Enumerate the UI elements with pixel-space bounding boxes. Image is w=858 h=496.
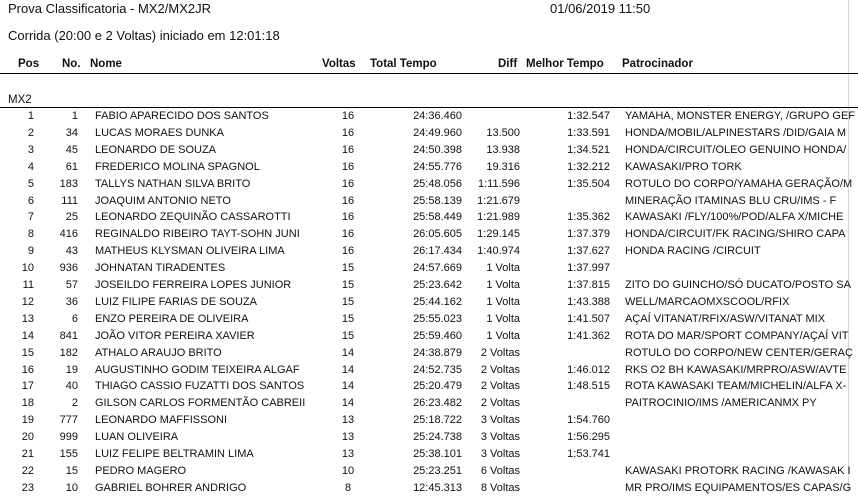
row-pos: 21 bbox=[21, 448, 34, 460]
row-total-time: 24:55.776 bbox=[413, 160, 462, 173]
category-label: MX2 bbox=[8, 94, 32, 106]
row-laps: 13 bbox=[341, 414, 355, 427]
row-total-time: 25:58.449 bbox=[413, 211, 462, 224]
row-name: JOÃO VITOR PEREIRA XAVIER bbox=[95, 329, 255, 342]
row-sponsor: PAITROCINIO/IMS /AMERICANMX PY bbox=[625, 397, 817, 410]
row-pos: 11 bbox=[22, 279, 34, 291]
row-diff: 2 Voltas bbox=[480, 380, 520, 393]
row-sponsor: HONDA/CIRCUIT/FK RACING/SHIRO CAPA bbox=[625, 228, 846, 241]
row-sponsor: MINERAÇÃO ITAMINAS BLU CRU/IMS - F bbox=[625, 194, 837, 207]
row-name: FREDERICO MOLINA SPAGNOL bbox=[95, 160, 260, 173]
row-sponsor: ZITO DO GUINCHO/SÓ DUCATO/POSTO SA bbox=[625, 279, 851, 291]
row-laps: 16 bbox=[341, 160, 355, 173]
table-row bbox=[0, 210, 858, 225]
row-pos: 7 bbox=[27, 211, 34, 224]
row-number: 25 bbox=[65, 211, 78, 224]
row-number: 15 bbox=[65, 464, 78, 477]
row-best-lap: 1:37.627 bbox=[567, 245, 610, 258]
row-name: GILSON CARLOS FORMENTÃO CABREII bbox=[95, 397, 306, 410]
row-diff: 1:21.679 bbox=[477, 194, 520, 207]
row-diff: 1 Volta bbox=[486, 262, 520, 275]
row-diff: 1:11.596 bbox=[477, 177, 520, 190]
row-number: 40 bbox=[65, 380, 78, 393]
row-laps: 16 bbox=[341, 228, 355, 241]
row-sponsor: KAWASAKI /FLY/100%/POD/ALFA X/MICHE bbox=[625, 211, 844, 224]
row-name: LUIZ FELIPE BELTRAMIN LIMA bbox=[95, 448, 254, 460]
row-total-time: 24:38.879 bbox=[413, 346, 462, 359]
category-underline bbox=[0, 107, 858, 108]
row-best-lap: 1:35.504 bbox=[567, 177, 610, 190]
row-pos: 10 bbox=[21, 262, 34, 275]
table-row bbox=[0, 312, 858, 327]
row-laps: 13 bbox=[341, 448, 355, 460]
row-pos: 16 bbox=[21, 363, 34, 376]
row-sponsor: RKS O2 BH KAWASAKI/MRPRO/ASW/AVTE bbox=[625, 363, 847, 376]
row-name: ATHALO ARAUJO BRITO bbox=[95, 346, 222, 359]
row-total-time: 25:58.139 bbox=[413, 194, 462, 207]
row-laps: 15 bbox=[341, 295, 355, 308]
row-name: LUCAS MORAES DUNKA bbox=[95, 126, 224, 139]
row-number: 34 bbox=[65, 126, 78, 139]
row-number: 36 bbox=[65, 295, 78, 308]
table-row bbox=[0, 261, 858, 276]
column-header-no: No. bbox=[62, 58, 81, 70]
row-diff: 3 Voltas bbox=[480, 448, 520, 460]
column-header-diff: Diff bbox=[498, 58, 518, 70]
row-number: 936 bbox=[59, 262, 78, 275]
column-header-sponsor: Patrocinador bbox=[622, 58, 693, 70]
row-laps: 16 bbox=[341, 245, 355, 258]
row-total-time: 25:48.056 bbox=[413, 177, 462, 190]
table-row bbox=[0, 143, 858, 158]
row-sponsor: KAWASAKI/PRO TORK bbox=[625, 160, 742, 173]
row-total-time: 24:52.735 bbox=[413, 363, 462, 376]
row-total-time: 24:50.398 bbox=[413, 143, 462, 156]
row-laps: 15 bbox=[341, 329, 355, 342]
row-laps: 16 bbox=[341, 194, 355, 207]
row-pos: 19 bbox=[21, 414, 34, 427]
row-sponsor: HONDA RACING /CIRCUIT bbox=[625, 245, 761, 258]
row-diff: 1 Volta bbox=[486, 329, 520, 342]
row-laps: 16 bbox=[341, 110, 355, 122]
row-best-lap: 1:46.012 bbox=[567, 363, 610, 376]
column-header-total: Total Tempo bbox=[370, 58, 437, 70]
row-total-time: 25:38.101 bbox=[413, 448, 462, 460]
row-sponsor: ROTA DO MAR/SPORT COMPANY/AÇAÍ VIT bbox=[625, 329, 849, 342]
row-pos: 5 bbox=[27, 177, 34, 190]
column-header-name: Nome bbox=[90, 58, 122, 70]
row-sponsor: ROTULO DO CORPO/NEW CENTER/GERAÇ bbox=[625, 346, 853, 359]
table-row bbox=[0, 295, 858, 310]
row-name: AUGUSTINHO GODIM TEIXEIRA ALGAF bbox=[95, 363, 300, 376]
row-diff: 1:29.145 bbox=[477, 228, 520, 241]
row-best-lap: 1:34.521 bbox=[567, 143, 610, 156]
row-number: 1 bbox=[71, 110, 78, 122]
row-total-time: 24:57.669 bbox=[413, 262, 462, 275]
row-diff: 6 Voltas bbox=[480, 464, 520, 477]
row-best-lap: 1:37.379 bbox=[567, 228, 610, 241]
row-sponsor: HONDA/CIRCUIT/OLEO GENUINO HONDA/ bbox=[625, 143, 847, 156]
row-name: THIAGO CASSIO FUZATTI DOS SANTOS bbox=[95, 380, 305, 393]
row-laps: 15 bbox=[341, 312, 355, 325]
row-pos: 1 bbox=[27, 110, 34, 122]
row-pos: 13 bbox=[21, 312, 34, 325]
row-number: 841 bbox=[59, 329, 78, 342]
row-laps: 14 bbox=[341, 346, 355, 359]
column-header-laps: Voltas bbox=[322, 58, 356, 70]
table-row bbox=[0, 346, 858, 361]
row-total-time: 25:23.642 bbox=[413, 279, 462, 291]
row-sponsor: MR PRO/IMS EQUIPAMENTOS/ES CAPAS/G bbox=[625, 481, 852, 494]
row-number: 10 bbox=[65, 481, 78, 494]
row-diff: 2 Voltas bbox=[480, 346, 520, 359]
row-pos: 4 bbox=[27, 160, 34, 173]
row-number: 416 bbox=[59, 228, 78, 241]
row-pos: 20 bbox=[21, 431, 34, 444]
report-title: Prova Classificatoria - MX2/MX2JR bbox=[8, 1, 211, 16]
row-laps: 8 bbox=[344, 481, 352, 494]
row-total-time: 12:45.313 bbox=[413, 481, 462, 494]
row-best-lap: 1:37.815 bbox=[567, 279, 610, 291]
table-row bbox=[0, 481, 858, 496]
row-laps: 14 bbox=[341, 363, 355, 376]
row-number: 19 bbox=[65, 363, 78, 376]
row-number: 111 bbox=[61, 194, 78, 207]
table-row bbox=[0, 464, 858, 479]
row-pos: 14 bbox=[21, 329, 34, 342]
row-number: 182 bbox=[59, 346, 78, 359]
table-row bbox=[0, 329, 858, 344]
table-row bbox=[0, 278, 858, 293]
row-laps: 13 bbox=[341, 431, 355, 444]
row-sponsor: ROTULO DO CORPO/YAMAHA GERAÇÃO/M bbox=[625, 177, 853, 190]
table-row bbox=[0, 396, 858, 411]
table-row bbox=[0, 363, 858, 378]
table-row bbox=[0, 126, 858, 141]
row-diff: 1 Volta bbox=[486, 312, 520, 325]
row-laps: 16 bbox=[341, 177, 355, 190]
row-pos: 3 bbox=[27, 143, 34, 156]
row-best-lap: 1:32.547 bbox=[567, 110, 610, 122]
table-row bbox=[0, 177, 858, 192]
row-total-time: 25:20.479 bbox=[413, 380, 462, 393]
row-best-lap: 1:54.760 bbox=[567, 414, 610, 427]
row-laps: 16 bbox=[341, 211, 355, 224]
table-row bbox=[0, 379, 858, 394]
row-best-lap: 1:35.362 bbox=[567, 211, 610, 224]
row-pos: 8 bbox=[27, 228, 34, 241]
row-laps: 15 bbox=[341, 279, 355, 291]
row-name: REGINALDO RIBEIRO TAYT-SOHN JUNI bbox=[95, 228, 300, 241]
row-number: 155 bbox=[59, 448, 78, 460]
row-name: LUAN OLIVEIRA bbox=[95, 431, 179, 444]
row-pos: 18 bbox=[21, 397, 34, 410]
row-number: 777 bbox=[59, 414, 78, 427]
row-diff: 1 Volta bbox=[486, 295, 520, 308]
row-name: PEDRO MAGERO bbox=[95, 464, 187, 477]
row-total-time: 25:44.162 bbox=[413, 295, 462, 308]
row-number: 183 bbox=[59, 177, 78, 190]
row-laps: 16 bbox=[341, 126, 355, 139]
row-laps: 15 bbox=[341, 262, 355, 275]
row-total-time: 25:23.251 bbox=[413, 464, 462, 477]
row-number: 999 bbox=[59, 431, 78, 444]
row-total-time: 26:05.605 bbox=[413, 228, 462, 241]
row-total-time: 24:49.960 bbox=[413, 126, 462, 139]
row-best-lap: 1:48.515 bbox=[567, 380, 610, 393]
row-diff: 2 Voltas bbox=[480, 363, 520, 376]
row-pos: 12 bbox=[21, 295, 34, 308]
row-number: 6 bbox=[71, 312, 78, 325]
table-row bbox=[0, 447, 858, 462]
row-laps: 14 bbox=[341, 380, 355, 393]
row-pos: 23 bbox=[21, 481, 34, 494]
row-best-lap: 1:53.741 bbox=[567, 448, 610, 460]
row-diff: 1 Volta bbox=[486, 279, 520, 291]
header-underline bbox=[0, 73, 858, 74]
row-number: 57 bbox=[65, 279, 78, 291]
row-diff: 8 Voltas bbox=[480, 481, 520, 494]
row-sponsor: AÇAÍ VITANAT/RFIX/ASW/VITANAT MIX bbox=[625, 312, 826, 325]
row-name: LEONARDO ZEQUINÃO CASSAROTTI bbox=[95, 211, 291, 224]
row-name: JOSEILDO FERREIRA LOPES JUNIOR bbox=[95, 279, 292, 291]
row-diff: 3 Voltas bbox=[480, 414, 520, 427]
row-best-lap: 1:41.507 bbox=[567, 312, 610, 325]
row-pos: 2 bbox=[27, 126, 34, 139]
row-name: LEONARDO DE SOUZA bbox=[95, 143, 217, 156]
row-pos: 15 bbox=[21, 346, 34, 359]
row-total-time: 24:36.460 bbox=[413, 110, 462, 122]
row-total-time: 26:17.434 bbox=[413, 245, 462, 258]
row-total-time: 25:55.023 bbox=[413, 312, 462, 325]
row-best-lap: 1:43.388 bbox=[567, 295, 610, 308]
row-name: LUIZ FILIPE FARIAS DE SOUZA bbox=[95, 295, 257, 308]
row-diff: 1:40.974 bbox=[477, 245, 520, 258]
row-pos: 9 bbox=[27, 245, 34, 258]
race-info: Corrida (20:00 e 2 Voltas) iniciado em 12:01:18 bbox=[8, 28, 280, 43]
column-header-best: Melhor Tempo bbox=[526, 58, 604, 70]
table-row bbox=[0, 194, 858, 209]
row-sponsor: YAMAHA, MONSTER ENERGY, /GRUPO GEF bbox=[625, 110, 856, 122]
row-diff: 2 Voltas bbox=[480, 397, 520, 410]
row-name: TALLYS NATHAN SILVA BRITO bbox=[95, 177, 251, 190]
report-datetime: 01/06/2019 11:50 bbox=[550, 1, 651, 16]
row-sponsor: KAWASAKI PROTORK RACING /KAWASAK I bbox=[625, 464, 851, 477]
row-laps: 10 bbox=[341, 464, 355, 477]
row-sponsor: WELL/MARCAOMXSCOOL/RFIX bbox=[625, 295, 790, 308]
row-name: JOHNATAN TIRADENTES bbox=[95, 262, 226, 275]
row-name: GABRIEL BOHRER ANDRIGO bbox=[95, 481, 247, 494]
row-number: 61 bbox=[65, 160, 78, 173]
row-best-lap: 1:56.295 bbox=[567, 431, 610, 444]
row-name: ENZO PEREIRA DE OLIVEIRA bbox=[95, 312, 249, 325]
row-name: JOAQUIM ANTONIO NETO bbox=[95, 194, 231, 207]
row-number: 2 bbox=[71, 397, 78, 410]
row-name: MATHEUS KLYSMAN OLIVEIRA LIMA bbox=[95, 245, 285, 258]
row-number: 45 bbox=[65, 143, 78, 156]
row-pos: 17 bbox=[21, 380, 34, 393]
row-name: LEONARDO MAFFISSONI bbox=[95, 414, 228, 427]
table-row bbox=[0, 227, 858, 242]
row-sponsor: HONDA/MOBIL/ALPINESTARS /DID/GAIA M bbox=[625, 126, 847, 139]
row-laps: 16 bbox=[341, 143, 355, 156]
row-total-time: 26:23.482 bbox=[413, 397, 462, 410]
table-row bbox=[0, 413, 858, 428]
row-pos: 22 bbox=[21, 464, 34, 477]
row-name: FABIO APARECIDO DOS SANTOS bbox=[95, 110, 269, 122]
row-diff: 1:21.989 bbox=[477, 211, 520, 224]
row-total-time: 25:24.738 bbox=[413, 431, 462, 444]
column-header-pos: Pos bbox=[18, 58, 40, 70]
row-total-time: 25:18.722 bbox=[413, 414, 462, 427]
row-best-lap: 1:33.591 bbox=[567, 126, 610, 139]
row-laps: 14 bbox=[341, 397, 355, 410]
row-best-lap: 1:37.997 bbox=[567, 262, 610, 275]
row-sponsor: ROTA KAWASAKI TEAM/MICHELIN/ALFA X- bbox=[625, 380, 847, 393]
row-pos: 6 bbox=[27, 194, 34, 207]
row-best-lap: 1:32.212 bbox=[567, 160, 610, 173]
table-row bbox=[0, 244, 858, 259]
row-diff: 19.316 bbox=[486, 160, 520, 173]
row-best-lap: 1:41.362 bbox=[567, 329, 610, 342]
row-diff: 13.500 bbox=[486, 126, 520, 139]
table-row bbox=[0, 160, 858, 175]
table-row bbox=[0, 430, 858, 445]
row-diff: 3 Voltas bbox=[480, 431, 520, 444]
row-diff: 13.938 bbox=[486, 143, 520, 156]
row-total-time: 25:59.460 bbox=[413, 329, 462, 342]
row-number: 43 bbox=[65, 245, 78, 258]
table-row bbox=[0, 109, 858, 124]
